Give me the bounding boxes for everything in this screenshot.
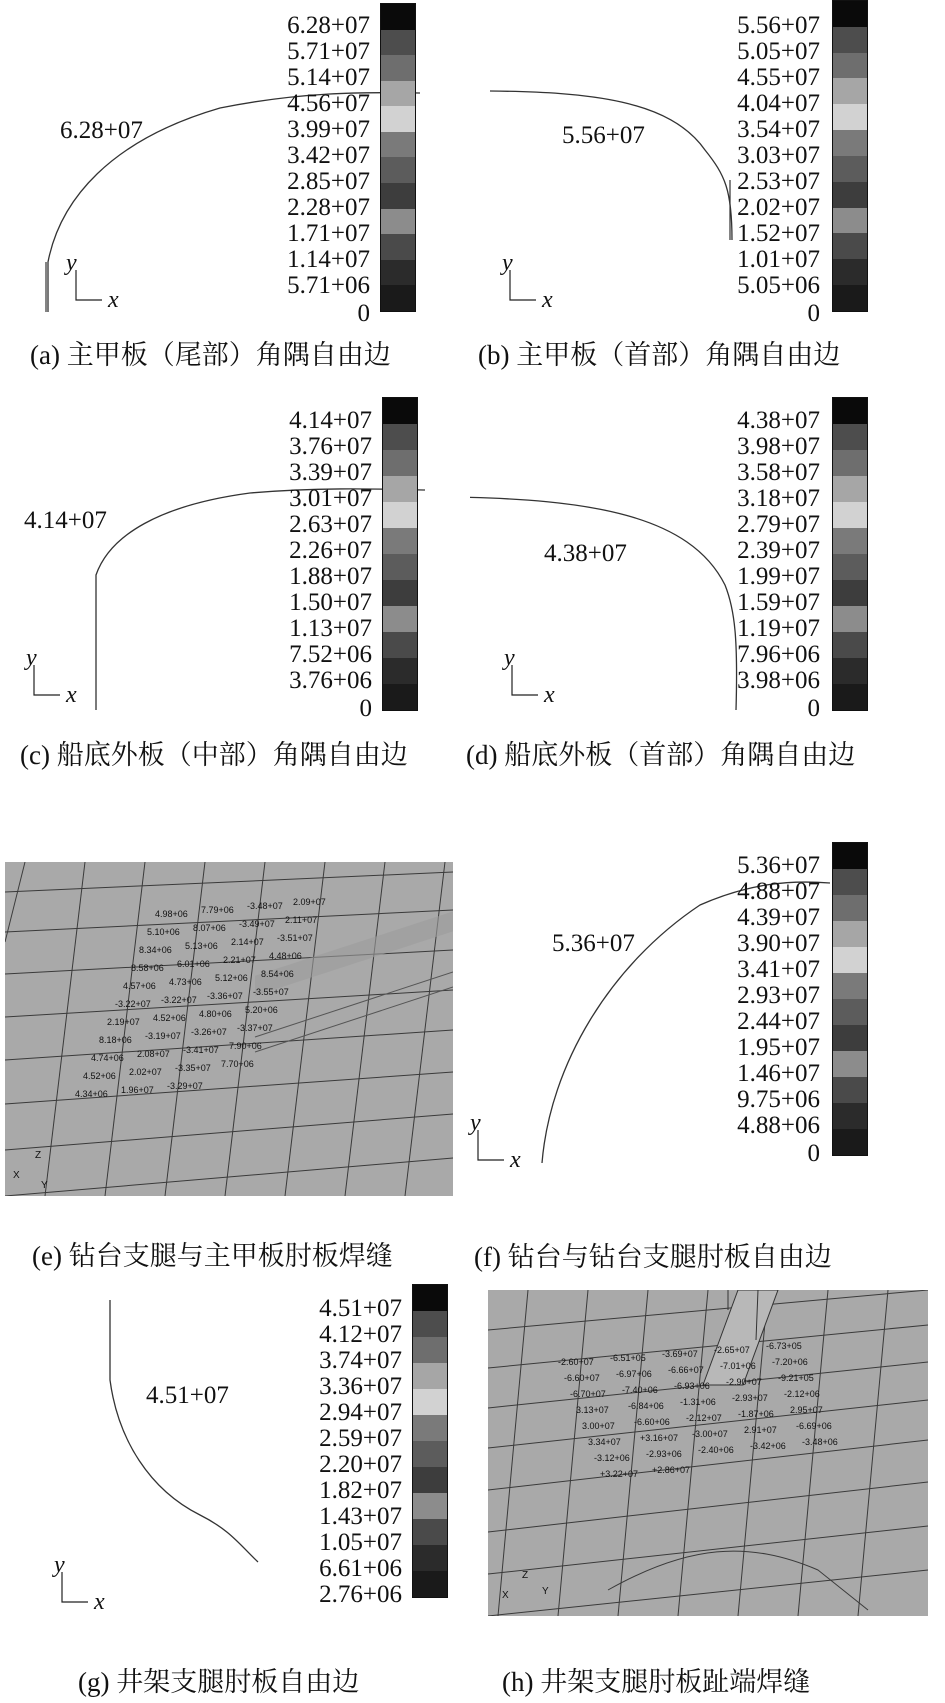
- legend-swatch: [833, 684, 867, 710]
- legend-value: 0: [357, 300, 370, 327]
- legend-value: 3.01+07: [289, 485, 372, 512]
- caption: (h) 井架支腿肘板趾端焊缝: [502, 1667, 811, 1697]
- stress-value: -3.19+07: [145, 1031, 181, 1041]
- stress-value: 4.98+06: [155, 909, 188, 919]
- legend-swatch: [413, 1389, 447, 1415]
- axis-z-label: Z: [35, 1150, 42, 1161]
- axis-y-label: y: [502, 250, 513, 276]
- stress-value: 4.80+06: [199, 1009, 232, 1019]
- stress-value: -7.40+06: [622, 1385, 658, 1395]
- legend-value: 3.74+07: [319, 1347, 402, 1374]
- legend-swatch: [833, 895, 867, 921]
- legend-swatch: [383, 398, 417, 424]
- legend-value: 1.88+07: [289, 563, 372, 590]
- stress-value: -3.55+07: [253, 987, 289, 997]
- panel-f: [470, 845, 945, 1272]
- legend-value: 2.44+07: [737, 1008, 820, 1035]
- peak-value: 4.51+07: [146, 1382, 229, 1409]
- stress-value: 2.09+07: [293, 897, 326, 907]
- legend-swatch: [381, 132, 415, 158]
- peak-value: 4.38+07: [544, 540, 627, 567]
- stress-value: 3.34+07: [588, 1437, 621, 1447]
- fem-mesh-image: [5, 862, 453, 1196]
- stress-value: -3.36+07: [207, 991, 243, 1001]
- stress-value: -3.00+07: [692, 1429, 728, 1439]
- caption: (d) 船底外板（首部）角隅自由边: [466, 740, 856, 770]
- legend-value: 4.39+07: [737, 904, 820, 931]
- legend-swatch: [833, 476, 867, 502]
- axis-y-label: Y: [41, 1180, 48, 1191]
- legend-value: 3.98+06: [737, 667, 820, 694]
- peak-value: 6.28+07: [60, 117, 143, 144]
- stress-value: 5.13+06: [185, 941, 218, 951]
- stress-value: 2.14+07: [231, 937, 264, 947]
- stress-value: -1.87+06: [738, 1409, 774, 1419]
- legend-value: 3.76+07: [289, 433, 372, 460]
- legend-swatch: [833, 528, 867, 554]
- peak-value: 4.14+07: [24, 507, 107, 534]
- legend-value: 5.56+07: [737, 12, 820, 39]
- legend-swatch: [833, 424, 867, 450]
- legend-swatch: [413, 1441, 447, 1467]
- color-legend: [832, 397, 868, 711]
- legend-value: 3.03+07: [737, 142, 820, 169]
- legend-value: 1.14+07: [287, 246, 370, 273]
- legend-value: 4.38+07: [737, 407, 820, 434]
- stress-value: -3.35+07: [175, 1063, 211, 1073]
- stress-value: -2.60+07: [558, 1357, 594, 1367]
- legend-value: 9.75+06: [737, 1086, 820, 1113]
- stress-value: -3.51+07: [277, 933, 313, 943]
- legend-value: 1.43+07: [319, 1503, 402, 1530]
- legend-swatch: [383, 632, 417, 658]
- stress-value: 7.70+06: [221, 1059, 254, 1069]
- legend-swatch: [833, 921, 867, 947]
- axis-x-label: x: [66, 682, 77, 708]
- stress-value: 8.58+06: [131, 963, 164, 973]
- legend-swatch: [833, 104, 867, 130]
- legend-swatch: [833, 208, 867, 234]
- stress-value: -3.69+07: [662, 1349, 698, 1359]
- legend-swatch: [413, 1571, 447, 1597]
- stress-value: -6.70+07: [570, 1389, 606, 1399]
- legend-swatch: [413, 1467, 447, 1493]
- legend-swatch: [381, 4, 415, 30]
- stress-value: -2.90+07: [726, 1377, 762, 1387]
- stress-value: 8.07+06: [193, 923, 226, 933]
- legend-value: 2.94+07: [319, 1399, 402, 1426]
- stress-value: -6.84+06: [628, 1401, 664, 1411]
- legend-value: 1.19+07: [737, 615, 820, 642]
- axis-x-label: x: [510, 1147, 521, 1173]
- legend-value: 2.20+07: [319, 1451, 402, 1478]
- legend-swatch: [413, 1311, 447, 1337]
- legend-swatch: [381, 183, 415, 209]
- legend-swatch: [413, 1493, 447, 1519]
- axis-y-label: Y: [542, 1586, 549, 1597]
- legend-value: 5.71+06: [287, 272, 370, 299]
- legend-swatch: [833, 233, 867, 259]
- stress-value: 2.21+07: [223, 955, 256, 965]
- stress-value: -3.48+07: [247, 901, 283, 911]
- stress-value: 2.91+07: [744, 1425, 777, 1435]
- legend-swatch: [833, 285, 867, 311]
- legend-swatch: [833, 53, 867, 79]
- legend-swatch: [383, 684, 417, 710]
- panel-a: [0, 0, 470, 380]
- legend-value: 1.52+07: [737, 220, 820, 247]
- axis-x-label: x: [544, 682, 555, 708]
- stress-labels: [488, 1290, 928, 1616]
- stress-value: 5.20+06: [245, 1005, 278, 1015]
- legend-value: 4.56+07: [287, 90, 370, 117]
- stress-value: 2.08+07: [137, 1049, 170, 1059]
- legend-value: 3.58+07: [737, 459, 820, 486]
- legend-value: 1.82+07: [319, 1477, 402, 1504]
- legend-value: 5.36+07: [737, 852, 820, 879]
- legend-value: 3.99+07: [287, 116, 370, 143]
- free-edge-curve: [470, 845, 945, 1175]
- axis-x-label: x: [542, 287, 553, 313]
- legend-swatch: [381, 209, 415, 235]
- legend-swatch: [381, 285, 415, 311]
- legend-swatch: [383, 554, 417, 580]
- legend-swatch: [833, 554, 867, 580]
- fem-mesh-image: [488, 1290, 928, 1616]
- stress-value: -6.60+07: [564, 1373, 600, 1383]
- peak-value: 5.56+07: [562, 122, 645, 149]
- stress-value: 2.19+07: [107, 1017, 140, 1027]
- stress-value: -3.12+06: [594, 1453, 630, 1463]
- stress-value: 4.57+06: [123, 981, 156, 991]
- legend-value: 0: [359, 695, 372, 722]
- legend-swatch: [383, 606, 417, 632]
- legend-swatch: [381, 30, 415, 56]
- caption: (c) 船底外板（中部）角隅自由边: [20, 740, 408, 770]
- legend-swatch: [833, 27, 867, 53]
- legend-value: 6.28+07: [287, 12, 370, 39]
- legend-value: 2.02+07: [737, 194, 820, 221]
- stress-value: -6.97+06: [616, 1369, 652, 1379]
- stress-value: 8.18+06: [99, 1035, 132, 1045]
- axis-x-label: x: [108, 287, 119, 313]
- legend-swatch: [833, 947, 867, 973]
- legend-swatch: [833, 259, 867, 285]
- legend-value: 2.63+07: [289, 511, 372, 538]
- stress-value: -6.69+06: [796, 1421, 832, 1431]
- panel-b: [470, 0, 945, 380]
- legend-value: 2.85+07: [287, 168, 370, 195]
- axis-x-label: X: [502, 1590, 509, 1601]
- legend-value: 0: [807, 1140, 820, 1167]
- stress-value: 4.34+06: [75, 1089, 108, 1099]
- legend-value: 5.05+06: [737, 272, 820, 299]
- legend-value: 4.88+07: [737, 878, 820, 905]
- legend-swatch: [833, 130, 867, 156]
- legend-value: 1.95+07: [737, 1034, 820, 1061]
- legend-swatch: [833, 78, 867, 104]
- legend-swatch: [833, 973, 867, 999]
- stress-value: -3.41+07: [183, 1045, 219, 1055]
- legend-swatch: [413, 1519, 447, 1545]
- stress-value: 1.96+07: [121, 1085, 154, 1095]
- axis-y-label: y: [26, 645, 37, 671]
- stress-value: -1.31+06: [680, 1397, 716, 1407]
- panel-g: [0, 1290, 470, 1703]
- legend-swatch: [833, 632, 867, 658]
- legend-value: 3.98+07: [737, 433, 820, 460]
- legend-swatch: [413, 1545, 447, 1571]
- stress-value: 7.79+06: [201, 905, 234, 915]
- stress-value: +2.86+07: [652, 1465, 691, 1475]
- legend-value: 3.42+07: [287, 142, 370, 169]
- axis-y-label: y: [504, 645, 515, 671]
- legend-value: 3.36+07: [319, 1373, 402, 1400]
- stress-value: 8.54+06: [261, 969, 294, 979]
- legend-value: 5.05+07: [737, 38, 820, 65]
- legend-value: 1.46+07: [737, 1060, 820, 1087]
- axis-z-label: Z: [522, 1570, 529, 1581]
- stress-value: 8.34+06: [139, 945, 172, 955]
- legend-value: 4.51+07: [319, 1295, 402, 1322]
- legend-swatch: [381, 55, 415, 81]
- stress-value: 6.01+06: [177, 959, 210, 969]
- stress-value: -2.12+07: [686, 1413, 722, 1423]
- stress-value: -9.21+05: [778, 1373, 814, 1383]
- panel-d: [466, 395, 945, 775]
- legend-value: 2.26+07: [289, 537, 372, 564]
- stress-value: -7.20+06: [772, 1357, 808, 1367]
- color-legend: [832, 842, 868, 1156]
- legend-value: 3.76+06: [289, 667, 372, 694]
- legend-value: 2.28+07: [287, 194, 370, 221]
- stress-value: 4.52+06: [153, 1013, 186, 1023]
- legend-swatch: [833, 869, 867, 895]
- legend-value: 1.05+07: [319, 1529, 402, 1556]
- legend-value: 2.39+07: [737, 537, 820, 564]
- legend-swatch: [833, 580, 867, 606]
- legend-value: 2.53+07: [737, 168, 820, 195]
- legend-swatch: [833, 1051, 867, 1077]
- legend-value: 3.18+07: [737, 485, 820, 512]
- legend-value: 4.04+07: [737, 90, 820, 117]
- legend-swatch: [833, 1129, 867, 1155]
- stress-value: -2.93+07: [732, 1393, 768, 1403]
- color-legend: [380, 3, 416, 312]
- legend-swatch: [413, 1337, 447, 1363]
- legend-value: 0: [807, 300, 820, 327]
- color-legend: [832, 0, 868, 312]
- legend-value: 7.52+06: [289, 641, 372, 668]
- stress-value: -3.37+07: [237, 1023, 273, 1033]
- legend-swatch: [833, 606, 867, 632]
- legend-value: 4.14+07: [289, 407, 372, 434]
- panel-h: [470, 1290, 945, 1703]
- legend-swatch: [833, 398, 867, 424]
- legend-value: 5.71+07: [287, 38, 370, 65]
- legend-value: 7.96+06: [737, 641, 820, 668]
- stress-value: -3.22+07: [115, 999, 151, 1009]
- legend-value: 2.76+06: [319, 1581, 402, 1608]
- stress-value: 4.74+06: [91, 1053, 124, 1063]
- legend-swatch: [413, 1285, 447, 1311]
- axis-x-label: X: [13, 1170, 20, 1181]
- legend-value: 4.12+07: [319, 1321, 402, 1348]
- stress-value: -6.60+06: [634, 1417, 670, 1427]
- stress-value: -2.12+06: [784, 1389, 820, 1399]
- legend-swatch: [833, 450, 867, 476]
- stress-value: +3.16+07: [640, 1433, 679, 1443]
- panel-c: [0, 395, 470, 775]
- legend-value: 1.01+07: [737, 246, 820, 273]
- stress-value: -2.93+06: [646, 1449, 682, 1459]
- legend-swatch: [383, 658, 417, 684]
- stress-labels: [5, 862, 453, 1196]
- axis-y-label: y: [66, 250, 77, 276]
- stress-value: -3.22+07: [161, 995, 197, 1005]
- stress-value: -3.48+06: [802, 1437, 838, 1447]
- legend-value: 3.41+07: [737, 956, 820, 983]
- legend-value: 3.39+07: [289, 459, 372, 486]
- legend-swatch: [381, 157, 415, 183]
- legend-swatch: [833, 182, 867, 208]
- legend-swatch: [381, 81, 415, 107]
- caption: (f) 钻台与钻台支腿肘板自由边: [474, 1242, 832, 1272]
- stress-value: -7.01+06: [720, 1361, 756, 1371]
- caption: (b) 主甲板（首部）角隅自由边: [478, 340, 841, 370]
- legend-swatch: [833, 1, 867, 27]
- peak-value: 5.36+07: [552, 930, 635, 957]
- stress-value: 3.00+07: [582, 1421, 615, 1431]
- caption: (e) 钻台支腿与主甲板肘板焊缝: [32, 1241, 393, 1271]
- stress-value: -6.73+05: [766, 1341, 802, 1351]
- legend-swatch: [381, 106, 415, 132]
- color-legend: [382, 397, 418, 711]
- legend-value: 1.13+07: [289, 615, 372, 642]
- caption: (g) 井架支腿肘板自由边: [78, 1667, 360, 1697]
- legend-swatch: [413, 1415, 447, 1441]
- legend-value: 2.59+07: [319, 1425, 402, 1452]
- stress-value: 4.52+06: [83, 1071, 116, 1081]
- color-legend: [412, 1284, 448, 1598]
- legend-swatch: [383, 502, 417, 528]
- legend-swatch: [833, 156, 867, 182]
- legend-swatch: [383, 528, 417, 554]
- legend-swatch: [833, 1103, 867, 1129]
- stress-value: -6.51+05: [610, 1353, 646, 1363]
- stress-value: -3.42+06: [750, 1441, 786, 1451]
- legend-value: 2.93+07: [737, 982, 820, 1009]
- stress-value: +3.22+07: [600, 1469, 639, 1479]
- stress-value: 7.90+06: [229, 1041, 262, 1051]
- legend-swatch: [833, 502, 867, 528]
- stress-value: 4.48+06: [269, 951, 302, 961]
- stress-value: -3.29+07: [167, 1081, 203, 1091]
- legend-swatch: [381, 260, 415, 286]
- stress-value: 5.10+06: [147, 927, 180, 937]
- legend-swatch: [383, 476, 417, 502]
- stress-value: 2.02+07: [129, 1067, 162, 1077]
- stress-value: -6.66+07: [668, 1365, 704, 1375]
- legend-value: 1.71+07: [287, 220, 370, 247]
- legend-value: 3.54+07: [737, 116, 820, 143]
- stress-value: -2.40+06: [698, 1445, 734, 1455]
- stress-value: 3.13+07: [576, 1405, 609, 1415]
- stress-value: -3.49+07: [239, 919, 275, 929]
- legend-value: 4.55+07: [737, 64, 820, 91]
- caption: (a) 主甲板（尾部）角隅自由边: [30, 340, 391, 370]
- legend-value: 1.50+07: [289, 589, 372, 616]
- stress-value: 2.11+07: [285, 915, 318, 925]
- legend-swatch: [833, 843, 867, 869]
- legend-swatch: [383, 450, 417, 476]
- axis-y-label: y: [54, 1552, 65, 1578]
- stress-value: -3.26+07: [191, 1027, 227, 1037]
- stress-value: 2.95+07: [790, 1405, 823, 1415]
- stress-value: 5.12+06: [215, 973, 248, 983]
- stress-value: 4.73+06: [169, 977, 202, 987]
- legend-swatch: [833, 1077, 867, 1103]
- legend-value: 1.99+07: [737, 563, 820, 590]
- stress-value: -6.93+06: [674, 1381, 710, 1391]
- panel-e: [0, 862, 470, 1271]
- legend-swatch: [383, 424, 417, 450]
- legend-value: 6.61+06: [319, 1555, 402, 1582]
- legend-swatch: [833, 1025, 867, 1051]
- legend-swatch: [413, 1363, 447, 1389]
- legend-swatch: [833, 999, 867, 1025]
- axis-y-label: y: [470, 1110, 481, 1136]
- legend-swatch: [381, 234, 415, 260]
- legend-value: 1.59+07: [737, 589, 820, 616]
- axis-x-label: x: [94, 1589, 105, 1615]
- legend-swatch: [383, 580, 417, 606]
- stress-value: -2.65+07: [714, 1345, 750, 1355]
- legend-value: 4.88+06: [737, 1112, 820, 1139]
- legend-value: 3.90+07: [737, 930, 820, 957]
- legend-value: 5.14+07: [287, 64, 370, 91]
- legend-swatch: [833, 658, 867, 684]
- legend-value: 2.79+07: [737, 511, 820, 538]
- legend-value: 0: [807, 695, 820, 722]
